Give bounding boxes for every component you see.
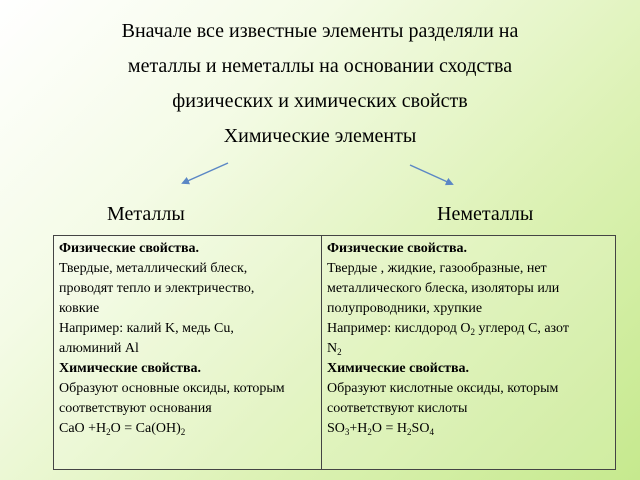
nonmetals-phys-title: Физические свойства.	[327, 241, 468, 256]
nonmetals-cell	[322, 236, 615, 469]
metals-phys-line-2: проводят тепло и электричество,	[59, 281, 255, 296]
metals-phys-title: Физические свойства.	[59, 241, 200, 256]
nonmetals-phys-line-2: металлического блеска, изоляторы или	[327, 281, 560, 296]
nonmetals-chem-line-2: соответствуют кислоты	[327, 401, 468, 416]
metals-phys-line-3: ковкие	[59, 301, 100, 316]
diagram-title: Химические элементы	[223, 125, 417, 147]
intro-line-1: Вначале все известные элементы разделяли на	[121, 20, 519, 42]
metals-phys-line-1: Твердые, металлический блеск,	[59, 261, 248, 276]
nonmetals-equation: $SO_3+H_2O = H_2SO_4$	[327, 421, 434, 437]
intro-line-3: физических и химических свойств	[172, 90, 468, 112]
metals-chem-line-1: Образуют основные оксиды, которым	[59, 381, 285, 396]
intro-text	[20, 14, 620, 154]
nonmetals-example-line-2: $N_2$	[327, 341, 342, 357]
arrow-to-metals	[183, 163, 228, 183]
metals-equation: CaO $+H_2O = Ca(OH)_2$	[59, 421, 186, 437]
metals-cell	[54, 236, 322, 469]
arrow-to-nonmetals	[410, 165, 452, 184]
metals-chem-line-2: соответствуют основания	[59, 401, 212, 416]
nonmetals-chem-line-1: Образуют кислотные оксиды, которым	[327, 381, 559, 396]
metals-example-line-2: алюминий Al	[59, 341, 139, 356]
nonmetals-example-line-1: Например: кислдород $O_2$ углерод C, азот	[327, 321, 569, 337]
nonmetals-heading: Неметаллы	[437, 203, 534, 225]
nonmetals-phys-line-1: Твердые , жидкие, газообразные, нет	[327, 261, 547, 276]
metals-example-line-1: Например: калий K, медь Cu,	[59, 321, 234, 336]
intro-line-2: металлы и неметаллы на основании сходства	[127, 55, 513, 77]
nonmetals-chem-title: Химические свойства.	[327, 361, 470, 376]
metals-chem-title: Химические свойства.	[59, 361, 202, 376]
metals-heading: Металлы	[107, 203, 185, 225]
nonmetals-phys-line-3: полупроводники, хрупкие	[327, 301, 483, 316]
properties-table	[53, 235, 616, 470]
